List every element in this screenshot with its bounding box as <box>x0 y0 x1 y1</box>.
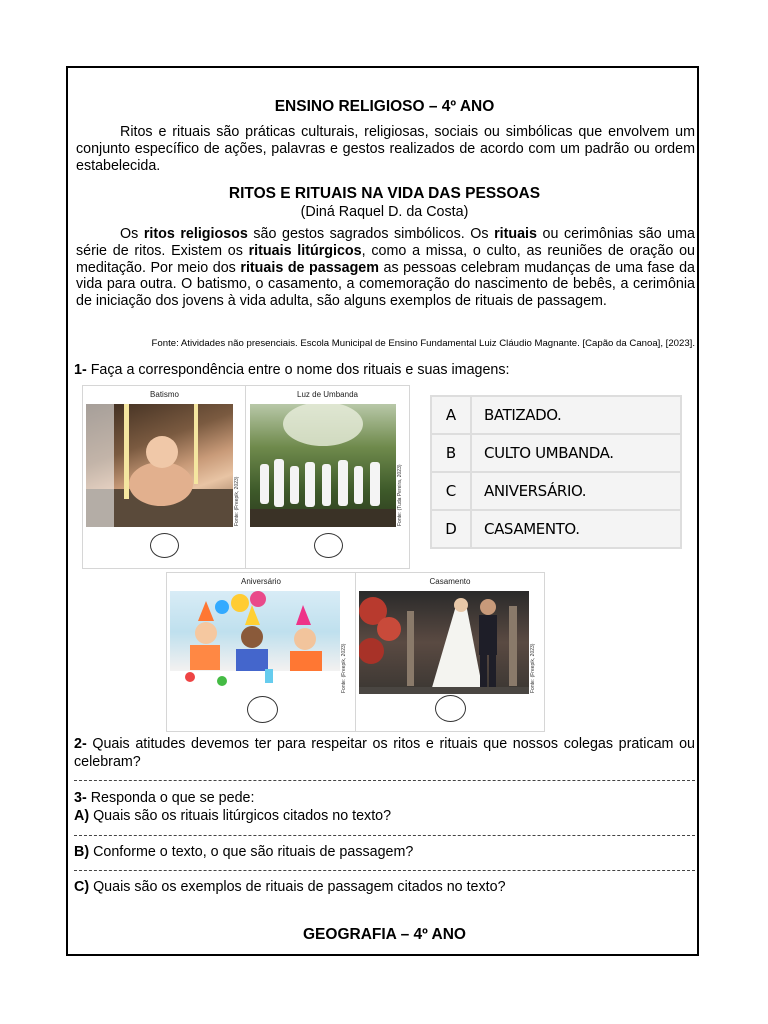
image-caption: Casamento <box>429 577 471 586</box>
option-letter: D <box>432 511 470 547</box>
column <box>407 611 414 686</box>
column <box>509 606 517 686</box>
child-head <box>195 622 217 644</box>
question-text: Responda o que se pede: <box>86 790 255 806</box>
question-text: Quais são os rituais litúrgicos citados no texto? <box>89 808 392 824</box>
answer-circle[interactable] <box>435 695 466 722</box>
bold-term: rituais <box>494 226 537 242</box>
option-row-c <box>432 473 680 509</box>
party-hat <box>198 601 214 621</box>
bold-term: rituais litúrgicos <box>248 242 362 259</box>
candle <box>124 404 129 499</box>
image-card-casamento <box>355 572 545 732</box>
option-text: ANIVERSÁRIO. <box>472 473 680 509</box>
flowers <box>377 617 401 641</box>
image-caption: Aniversário <box>240 577 281 586</box>
text-run: , como a missa, o culto, as reuniões de oração ou meditação. Por meio dos <box>76 242 695 276</box>
baby-head <box>146 436 178 468</box>
image-card-umbanda <box>245 385 410 569</box>
image-card-batismo <box>82 385 247 569</box>
option-text: BATIZADO. <box>472 397 680 433</box>
question-number: 1- <box>74 362 87 378</box>
food <box>185 672 195 682</box>
image-caption: Batismo <box>150 390 179 399</box>
next-section-title: GEOGRAFIA – 4º ANO <box>303 926 466 943</box>
child-head <box>241 626 263 648</box>
answer-line[interactable] <box>74 780 695 782</box>
ground <box>359 687 529 694</box>
wedding-illustration <box>359 591 529 694</box>
wedding-photo <box>359 591 529 694</box>
question-2 <box>74 736 695 771</box>
question-number: 2- <box>74 736 87 752</box>
question-text: Conforme o texto, o que são rituais de passagem? <box>89 844 414 860</box>
balloon <box>250 591 266 607</box>
question-3 <box>74 790 695 808</box>
option-text: CULTO UMBANDA. <box>472 435 680 471</box>
image-credit: Fonte: (Tuda Pereira, 2023) <box>397 464 403 526</box>
baptism-illustration <box>86 404 233 527</box>
option-letter: C <box>432 473 470 509</box>
intro-paragraph: Ritos e rituais são práticas culturais, religiosas, sociais ou simbólicas que envolvem um conjunto específico de ações, palavras e gestos realizados de acordo com um padrão ou ordem estabelecida. <box>76 124 695 174</box>
question-label: B) <box>74 844 90 860</box>
source-citation: Fonte: Atividades não presenciais. Escola Municipal de Ensino Fundamental Luiz Cláudio Magnante. [Capão da Canoa], [2023]. <box>151 338 695 349</box>
umbanda-photo <box>250 404 396 527</box>
groom-leg <box>480 655 487 689</box>
food <box>217 676 227 686</box>
question-1 <box>74 362 695 380</box>
umbanda-illustration <box>250 404 396 527</box>
ground <box>250 509 396 527</box>
party-hat <box>296 605 311 625</box>
option-letter: B <box>432 435 470 471</box>
bold-term: rituais de passagem <box>240 259 379 276</box>
child-shirt <box>190 645 220 670</box>
text-run: Os <box>120 226 144 242</box>
question-3b <box>74 844 695 862</box>
child-shirt <box>290 651 322 673</box>
flowers <box>359 638 384 664</box>
worksheet-frame <box>66 66 699 956</box>
text-run: são gestos sagrados simbólicos. Os <box>247 226 495 242</box>
table <box>170 671 340 694</box>
cup <box>265 669 273 683</box>
question-text: Faça a correspondência entre o nome dos rituais e suas imagens: <box>86 362 510 378</box>
bride-dress <box>431 609 483 691</box>
bold-term: ritos religiosos <box>143 226 248 242</box>
image-credit: Fonte: (Freepik, 2023) <box>530 643 536 693</box>
people-in-white <box>260 459 380 507</box>
option-row-b <box>432 435 680 471</box>
child-shirt <box>236 649 268 671</box>
option-row-d <box>432 511 680 547</box>
answer-line[interactable] <box>74 835 695 837</box>
image-caption: Luz de Umbanda <box>297 390 358 399</box>
question-text: Quais são os exemplos de rituais de passagem citados no texto? <box>89 879 506 895</box>
option-row-a <box>432 397 680 433</box>
child-head <box>294 628 316 650</box>
light-glow <box>283 404 363 446</box>
question-3c <box>74 879 695 897</box>
answer-line[interactable] <box>74 870 695 872</box>
options-table <box>430 395 682 549</box>
text-run: ou cerimônias são uma série de ritos. Existem os <box>76 226 695 259</box>
baby-shape <box>129 462 193 506</box>
question-number: 3- <box>74 790 87 806</box>
groom-suit <box>479 615 497 655</box>
birthday-photo <box>170 591 340 694</box>
answer-circle[interactable] <box>150 533 179 558</box>
groom-leg <box>489 655 496 689</box>
baptism-photo <box>86 404 233 527</box>
section-title: ENSINO RELIGIOSO – 4º ANO <box>274 98 495 115</box>
question-label: C) <box>74 879 90 895</box>
question-3a <box>74 808 695 826</box>
question-text: Quais atitudes devemos ter para respeitar os ritos e rituais que nossos colegas praticam ou celebram? <box>74 736 695 770</box>
option-text: CASAMENTO. <box>472 511 680 547</box>
birthday-illustration <box>170 591 340 694</box>
question-label: A) <box>74 808 90 824</box>
answer-circle[interactable] <box>247 696 278 723</box>
balloon <box>231 594 249 612</box>
candle <box>194 404 198 484</box>
text-run: as pessoas celebram mudanças de uma fase da vida para outra. O batismo, o casamento, a comemoração do nascimento de bebês, a cerimônia de iniciação dos jovens à vida adulta, são alguns exemplos de rituais de passagem. <box>76 259 695 310</box>
option-letter: A <box>432 397 470 433</box>
article-paragraph <box>76 226 695 310</box>
image-card-aniversario <box>166 572 356 732</box>
article-author: (Diná Raquel D. da Costa) <box>300 204 469 220</box>
image-credit: Fonte: (Freepik, 2023) <box>234 476 240 526</box>
image-credit: Fonte: (Freepik, 2023) <box>341 643 347 693</box>
balloon <box>215 600 229 614</box>
groom-head <box>480 599 496 615</box>
article-title: RITOS E RITUAIS NA VIDA DAS PESSOAS <box>228 185 541 202</box>
bride-head <box>454 598 468 612</box>
answer-circle[interactable] <box>314 533 343 558</box>
robe-left <box>86 404 114 527</box>
